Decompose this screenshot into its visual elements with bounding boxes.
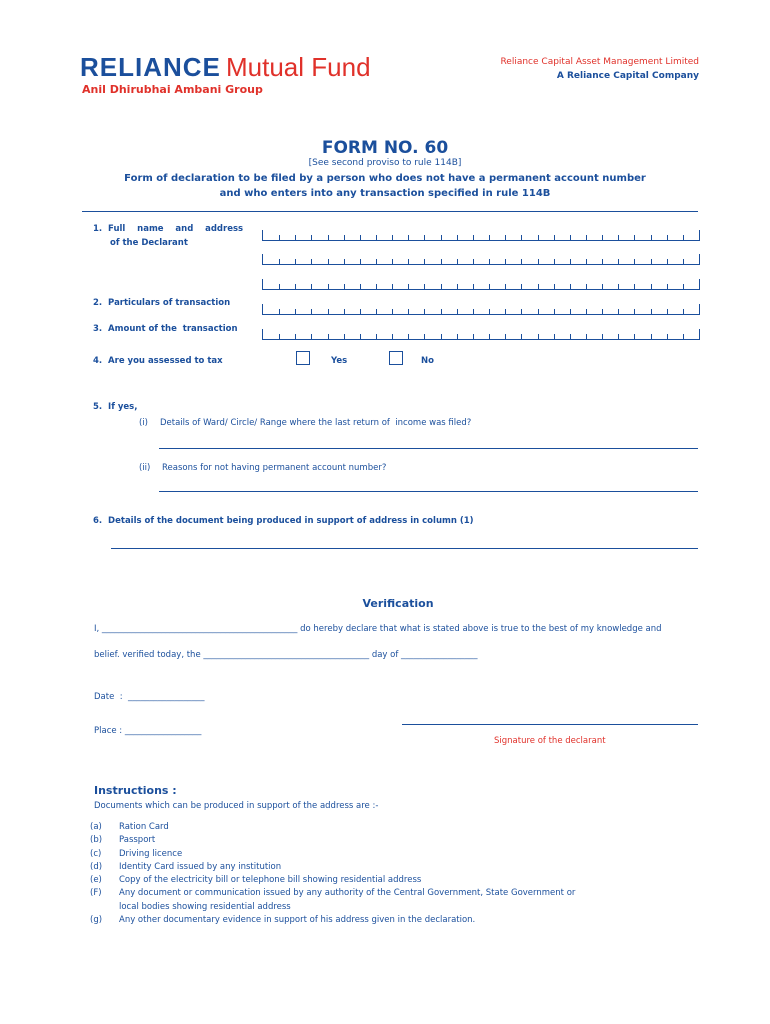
transaction-amount-box-row[interactable] bbox=[262, 329, 700, 340]
char-box-tick bbox=[457, 284, 458, 289]
char-box-tick bbox=[618, 334, 619, 339]
list-item bbox=[90, 822, 690, 835]
char-box-tick bbox=[441, 259, 442, 264]
char-box-tick bbox=[618, 284, 619, 289]
char-box-tick bbox=[651, 235, 652, 240]
char-box-tick bbox=[295, 259, 296, 264]
no-pan-reason-line[interactable] bbox=[159, 491, 698, 492]
char-box-tick bbox=[295, 235, 296, 240]
q5-ii-label: Reasons for not having permanent account number? bbox=[162, 463, 387, 473]
char-box-tick bbox=[376, 334, 377, 339]
form-proviso: [See second proviso to rule 114B] bbox=[308, 158, 462, 168]
char-box-tick bbox=[424, 259, 425, 264]
char-box-tick bbox=[424, 235, 425, 240]
char-box-tick bbox=[311, 309, 312, 314]
list-item-key: (b) bbox=[90, 835, 103, 846]
char-box-tick bbox=[473, 334, 474, 339]
char-box-tick bbox=[489, 259, 490, 264]
char-box-tick bbox=[376, 284, 377, 289]
char-box-tick bbox=[457, 334, 458, 339]
char-box-tick bbox=[457, 309, 458, 314]
char-box-tick bbox=[376, 235, 377, 240]
char-box-tick bbox=[441, 284, 442, 289]
address-document-line[interactable] bbox=[111, 548, 698, 549]
date-field[interactable]: Date : __________________ bbox=[94, 692, 205, 702]
char-box-tick bbox=[489, 284, 490, 289]
list-item-key: (a) bbox=[90, 822, 102, 832]
list-item bbox=[90, 849, 690, 862]
char-box-tick bbox=[634, 235, 635, 240]
name-address-box-row-2[interactable] bbox=[262, 254, 700, 265]
brand-logo bbox=[80, 52, 371, 83]
char-box-tick bbox=[360, 334, 361, 339]
assessed-yes-label: Yes bbox=[331, 356, 348, 366]
char-box-tick bbox=[408, 259, 409, 264]
char-box-tick bbox=[360, 284, 361, 289]
char-box-tick bbox=[360, 309, 361, 314]
instructions-intro: Documents which can be produced in support of the address are :- bbox=[94, 801, 379, 811]
char-box-tick bbox=[570, 334, 571, 339]
char-box-tick bbox=[667, 309, 668, 314]
char-box-tick bbox=[505, 259, 506, 264]
char-box-tick bbox=[667, 284, 668, 289]
list-item bbox=[90, 835, 690, 848]
instructions-list bbox=[90, 822, 690, 928]
char-box-tick bbox=[295, 309, 296, 314]
char-box-tick bbox=[473, 284, 474, 289]
char-box-tick bbox=[570, 284, 571, 289]
char-box-tick bbox=[360, 259, 361, 264]
char-box-tick bbox=[344, 284, 345, 289]
char-box-tick bbox=[521, 259, 522, 264]
list-item-text: Copy of the electricity bill or telephone bill showing residential address bbox=[119, 875, 422, 886]
char-box-tick bbox=[392, 334, 393, 339]
logo-product-text: Mutual Fund bbox=[226, 52, 371, 82]
verification-heading: Verification bbox=[362, 597, 434, 610]
q3-label: 3. Amount of the transaction bbox=[93, 324, 238, 334]
char-box-tick bbox=[328, 259, 329, 264]
char-box-tick bbox=[634, 284, 635, 289]
char-box-tick bbox=[441, 334, 442, 339]
place-field[interactable]: Place : __________________ bbox=[94, 726, 202, 736]
q5-label: 5. If yes, bbox=[93, 402, 138, 412]
list-item bbox=[90, 902, 690, 915]
char-box-tick bbox=[441, 235, 442, 240]
char-box-tick bbox=[376, 309, 377, 314]
list-item-text: Driving licence bbox=[119, 848, 183, 859]
char-box-tick bbox=[683, 259, 684, 264]
char-box-tick bbox=[586, 235, 587, 240]
char-box-tick bbox=[634, 334, 635, 339]
list-item-key: (e) bbox=[90, 875, 102, 886]
char-box-tick bbox=[586, 309, 587, 314]
char-box-tick bbox=[473, 309, 474, 314]
char-box-tick bbox=[521, 334, 522, 339]
char-box-tick bbox=[683, 235, 684, 240]
ward-circle-range-line[interactable] bbox=[159, 448, 698, 449]
char-box-tick bbox=[667, 235, 668, 240]
char-box-tick bbox=[295, 284, 296, 289]
char-box-tick bbox=[505, 284, 506, 289]
char-box-tick bbox=[279, 334, 280, 339]
char-box-tick bbox=[279, 259, 280, 264]
char-box-tick bbox=[554, 309, 555, 314]
char-box-tick bbox=[538, 284, 539, 289]
list-item bbox=[90, 875, 690, 888]
char-box-tick bbox=[311, 334, 312, 339]
char-box-tick bbox=[683, 284, 684, 289]
assessed-no-label: No bbox=[421, 356, 434, 366]
logo-brand-text: RELIANCE bbox=[80, 52, 221, 82]
char-box-tick bbox=[570, 309, 571, 314]
char-box-tick bbox=[457, 235, 458, 240]
char-box-tick bbox=[457, 259, 458, 264]
char-box-tick bbox=[279, 235, 280, 240]
assessed-no-checkbox[interactable] bbox=[389, 351, 403, 365]
list-item-text: Any document or communication issued by any authority of the Central Government, State Government or bbox=[119, 888, 576, 899]
char-box-tick bbox=[683, 334, 684, 339]
char-box-tick bbox=[554, 334, 555, 339]
char-box-tick bbox=[328, 334, 329, 339]
char-box-tick bbox=[554, 259, 555, 264]
char-box-tick bbox=[328, 235, 329, 240]
assessed-yes-checkbox[interactable] bbox=[296, 351, 310, 365]
char-box-tick bbox=[424, 334, 425, 339]
char-box-tick bbox=[279, 309, 280, 314]
list-item-key: (g) bbox=[90, 915, 103, 926]
char-box-tick bbox=[408, 309, 409, 314]
char-box-tick bbox=[408, 284, 409, 289]
char-box-tick bbox=[554, 284, 555, 289]
char-box-tick bbox=[473, 259, 474, 264]
transaction-particulars-box-row[interactable] bbox=[262, 304, 700, 315]
list-item-text: local bodies showing residential address bbox=[119, 901, 291, 912]
declaration-line2: belief. verified today, the _______________________________________ day of __________________ bbox=[94, 650, 478, 660]
char-box-tick bbox=[392, 284, 393, 289]
list-item bbox=[90, 862, 690, 875]
char-box-tick bbox=[344, 309, 345, 314]
char-box-tick bbox=[521, 284, 522, 289]
char-box-tick bbox=[554, 235, 555, 240]
char-box-tick bbox=[473, 235, 474, 240]
name-address-box-row-3[interactable] bbox=[262, 279, 700, 290]
char-box-tick bbox=[311, 284, 312, 289]
char-box-tick bbox=[408, 235, 409, 240]
title-divider bbox=[82, 211, 698, 212]
char-box-tick bbox=[667, 334, 668, 339]
char-box-tick bbox=[651, 334, 652, 339]
q5-i-number: (i) bbox=[139, 418, 148, 428]
char-box-tick bbox=[489, 235, 490, 240]
char-box-tick bbox=[586, 334, 587, 339]
char-box-tick bbox=[667, 259, 668, 264]
name-address-box-row-1[interactable] bbox=[262, 230, 700, 241]
char-box-tick bbox=[344, 235, 345, 240]
char-box-tick bbox=[651, 259, 652, 264]
char-box-tick bbox=[521, 235, 522, 240]
q2-label: 2. Particulars of transaction bbox=[93, 298, 231, 308]
char-box-tick bbox=[538, 235, 539, 240]
signature-line[interactable] bbox=[402, 724, 698, 725]
char-box-tick bbox=[634, 309, 635, 314]
char-box-tick bbox=[441, 309, 442, 314]
char-box-tick bbox=[505, 334, 506, 339]
char-box-tick bbox=[651, 284, 652, 289]
char-box-tick bbox=[618, 235, 619, 240]
char-box-tick bbox=[344, 259, 345, 264]
char-box-tick bbox=[602, 235, 603, 240]
char-box-tick bbox=[311, 259, 312, 264]
list-item-key: (F) bbox=[90, 888, 102, 899]
list-item-text: Ration Card bbox=[119, 822, 169, 832]
char-box-tick bbox=[570, 259, 571, 264]
char-box-tick bbox=[376, 259, 377, 264]
char-box-tick bbox=[618, 259, 619, 264]
char-box-tick bbox=[602, 334, 603, 339]
form-description-line1: Form of declaration to be filed by a person who does not have a permanent account number bbox=[124, 173, 646, 184]
q1-label-line1: 1. Full name and address bbox=[93, 224, 244, 234]
char-box-tick bbox=[328, 284, 329, 289]
char-box-tick bbox=[328, 309, 329, 314]
q5-ii-number: (ii) bbox=[139, 463, 151, 473]
char-box-tick bbox=[392, 309, 393, 314]
char-box-tick bbox=[618, 309, 619, 314]
char-box-tick bbox=[279, 284, 280, 289]
q1-label-line2: of the Declarant bbox=[110, 238, 188, 248]
char-box-tick bbox=[634, 259, 635, 264]
signature-label: Signature of the declarant bbox=[494, 736, 606, 746]
char-box-tick bbox=[489, 334, 490, 339]
char-box-tick bbox=[602, 309, 603, 314]
form-title: FORM NO. 60 bbox=[321, 138, 449, 158]
char-box-tick bbox=[570, 235, 571, 240]
logo-group-text: Anil Dhirubhai Ambani Group bbox=[82, 83, 263, 96]
char-box-tick bbox=[505, 309, 506, 314]
char-box-tick bbox=[344, 334, 345, 339]
char-box-tick bbox=[602, 259, 603, 264]
list-item-text: Any other documentary evidence in support of his address given in the declaration. bbox=[119, 915, 476, 926]
char-box-tick bbox=[651, 309, 652, 314]
form-description-line2: and who enters into any transaction specified in rule 114B bbox=[219, 188, 551, 199]
char-box-tick bbox=[538, 309, 539, 314]
company-name: Reliance Capital Asset Management Limited bbox=[500, 57, 699, 67]
char-box-tick bbox=[408, 334, 409, 339]
q4-label: 4. Are you assessed to tax bbox=[93, 356, 223, 366]
char-box-tick bbox=[602, 284, 603, 289]
list-item-key: (c) bbox=[90, 848, 102, 859]
list-item-key: (d) bbox=[90, 861, 103, 872]
char-box-tick bbox=[538, 259, 539, 264]
char-box-tick bbox=[489, 309, 490, 314]
char-box-tick bbox=[505, 235, 506, 240]
char-box-tick bbox=[311, 235, 312, 240]
char-box-tick bbox=[586, 284, 587, 289]
char-box-tick bbox=[586, 259, 587, 264]
q5-i-label: Details of Ward/ Circle/ Range where the last return of income was filed? bbox=[160, 418, 472, 428]
list-item-text: Passport bbox=[119, 835, 156, 846]
char-box-tick bbox=[295, 334, 296, 339]
char-box-tick bbox=[538, 334, 539, 339]
q6-label: 6. Details of the document being produced in support of address in column (1) bbox=[93, 516, 474, 526]
char-box-tick bbox=[424, 309, 425, 314]
char-box-tick bbox=[360, 235, 361, 240]
declaration-line1: I, ______________________________________________ do hereby declare that what is stated above is true to the best of my knowledge and bbox=[94, 624, 662, 634]
char-box-tick bbox=[424, 284, 425, 289]
list-item-text: Identity Card issued by any institution bbox=[119, 861, 282, 872]
company-subtitle: A Reliance Capital Company bbox=[556, 71, 699, 81]
char-box-tick bbox=[392, 235, 393, 240]
list-item bbox=[90, 888, 690, 901]
char-box-tick bbox=[521, 309, 522, 314]
char-box-tick bbox=[683, 309, 684, 314]
list-item bbox=[90, 915, 690, 928]
instructions-heading: Instructions : bbox=[94, 784, 177, 797]
char-box-tick bbox=[392, 259, 393, 264]
